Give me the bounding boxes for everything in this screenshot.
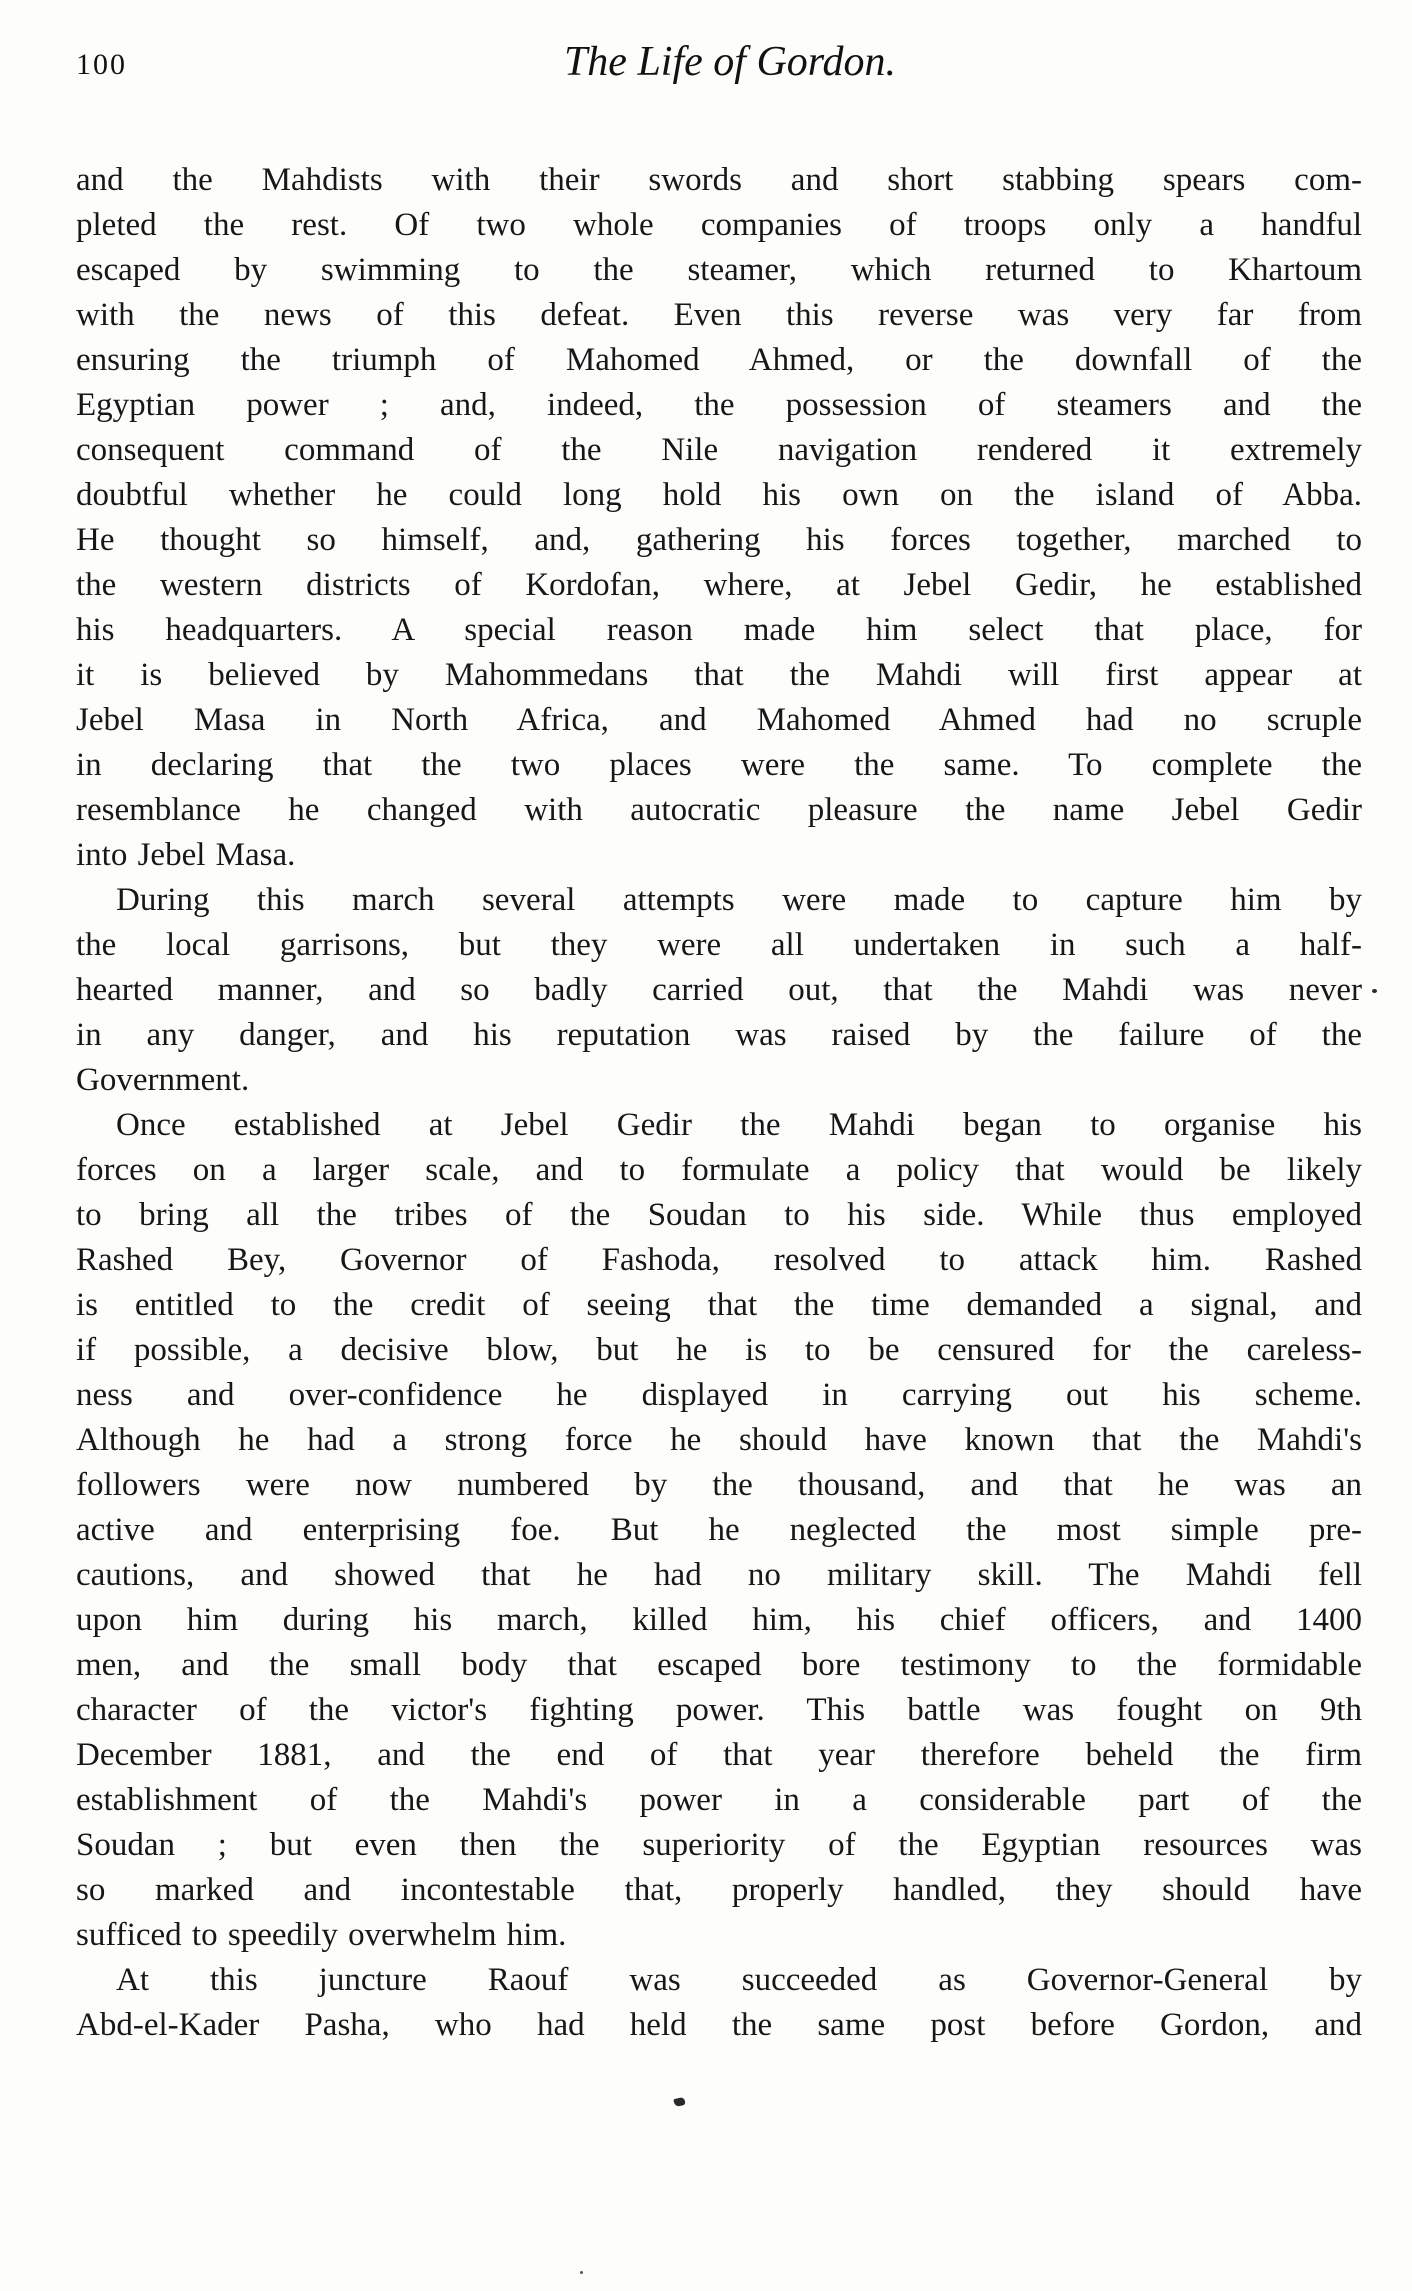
text-line: doubtful whether he could long hold his own on the island of Abba. [76, 477, 1362, 513]
text-line: men, and the small body that escaped bore testimony to the formidable [76, 1647, 1362, 1683]
text-line: December 1881, and the end of that year therefore beheld the firm [76, 1737, 1362, 1773]
text-line: During this march several attempts were made to capture him by [116, 882, 1362, 918]
text-line: in declaring that the two places were the same. To complete the [76, 747, 1362, 783]
text-line: to bring all the tribes of the Soudan to his side. While thus employed [76, 1197, 1362, 1233]
text-line: forces on a larger scale, and to formulate a policy that would be likely [76, 1152, 1362, 1188]
text-line: consequent command of the Nile navigation rendered it extremely [76, 432, 1362, 468]
text-line: Although he had a strong force he should have known that the Mahdi's [76, 1422, 1362, 1458]
text-line: into Jebel Masa. [76, 837, 296, 873]
paragraph [76, 158, 1362, 878]
text-line: resemblance he changed with autocratic pleasure the name Jebel Gedir [76, 792, 1362, 828]
paragraph [76, 1103, 1362, 1958]
ink-speck [673, 2097, 685, 2107]
text-line: his headquarters. A special reason made him select that place, for [76, 612, 1362, 648]
text-line: upon him during his march, killed him, his chief officers, and 1400 [76, 1602, 1362, 1638]
text-line: followers were now numbered by the thousand, and that he was an [76, 1467, 1362, 1503]
text-line: Rashed Bey, Governor of Fashoda, resolved to attack him. Rashed [76, 1242, 1362, 1278]
ink-speck [580, 2271, 583, 2274]
text-line: Government. [76, 1062, 250, 1098]
text-line: with the news of this defeat. Even this reverse was very far from [76, 297, 1362, 333]
text-line: the local garrisons, but they were all undertaken in such a half- [76, 927, 1362, 963]
text-line: sufficed to speedily overwhelm him. [76, 1917, 567, 1953]
text-line: hearted manner, and so badly carried out, that the Mahdi was never [76, 972, 1362, 1008]
page-header [0, 38, 1412, 94]
text-line: Once established at Jebel Gedir the Mahdi began to organise his [116, 1107, 1362, 1143]
text-line: it is believed by Mahommedans that the Mahdi will first appear at [76, 657, 1362, 693]
running-title: The Life of Gordon. [563, 39, 897, 85]
text-line: is entitled to the credit of seeing that the time demanded a signal, and [76, 1287, 1362, 1323]
text-line: cautions, and showed that he had no military skill. The Mahdi fell [76, 1557, 1362, 1593]
text-line: pleted the rest. Of two whole companies of troops only a handful [76, 207, 1362, 243]
text-line: Egyptian power ; and, indeed, the possession of steamers and the [76, 387, 1362, 423]
text-line: Soudan ; but even then the superiority of the Egyptian resources was [76, 1827, 1362, 1863]
text-line: and the Mahdists with their swords and short stabbing spears com- [76, 162, 1362, 198]
text-line: so marked and incontestable that, properly handled, they should have [76, 1872, 1362, 1908]
text-line: He thought so himself, and, gathering his forces together, marched to [76, 522, 1362, 558]
text-line: the western districts of Kordofan, where, at Jebel Gedir, he established [76, 567, 1362, 603]
paragraph [76, 878, 1362, 1103]
text-line: Jebel Masa in North Africa, and Mahomed Ahmed had no scruple [76, 702, 1362, 738]
paragraph [76, 1958, 1362, 2048]
page-number: 100 [76, 48, 127, 81]
text-line: Abd-el-Kader Pasha, who had held the same post before Gordon, and [76, 2007, 1362, 2043]
text-line: ensuring the triumph of Mahomed Ahmed, or the downfall of the [76, 342, 1362, 378]
text-line: in any danger, and his reputation was raised by the failure of the [76, 1017, 1362, 1053]
text-line: establishment of the Mahdi's power in a considerable part of the [76, 1782, 1362, 1818]
text-line: character of the victor's fighting power. This battle was fought on 9th [76, 1692, 1362, 1728]
page-body [76, 158, 1362, 2048]
text-line: At this juncture Raouf was succeeded as Governor-General by [116, 1962, 1362, 1998]
text-line: ness and over-confidence he displayed in carrying out his scheme. [76, 1377, 1362, 1413]
text-line: if possible, a decisive blow, but he is to be censured for the careless- [76, 1332, 1362, 1368]
text-line: active and enterprising foe. But he neglected the most simple pre- [76, 1512, 1362, 1548]
ink-speck [1372, 989, 1377, 993]
text-line: escaped by swimming to the steamer, which returned to Khartoum [76, 252, 1362, 288]
